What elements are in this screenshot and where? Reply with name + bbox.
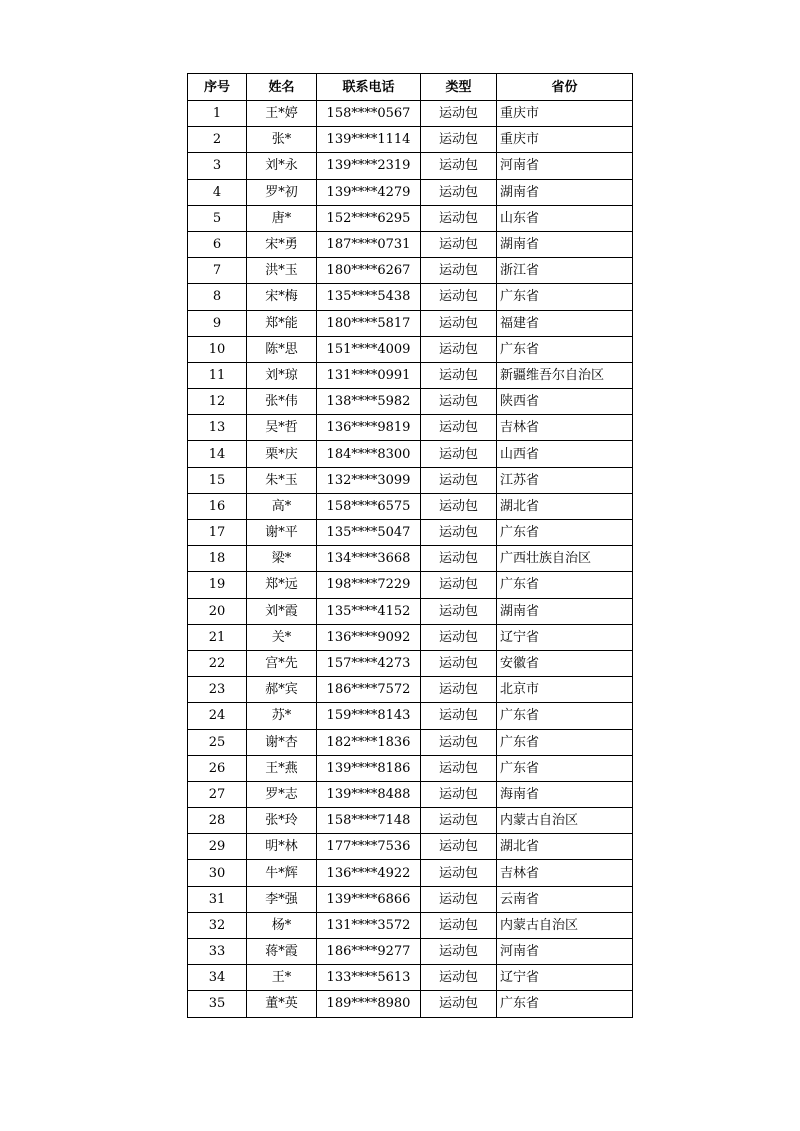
- table-row: [188, 650, 633, 676]
- cell-province: 广东省: [497, 572, 633, 598]
- table-row: [188, 310, 633, 336]
- cell-name: 唐*: [247, 205, 317, 231]
- cell-type: 运动包: [421, 860, 497, 886]
- cell-index: 26: [188, 755, 247, 781]
- cell-index: 32: [188, 912, 247, 938]
- header-phone: 联系电话: [317, 74, 421, 101]
- cell-province: 河南省: [497, 939, 633, 965]
- cell-index: 14: [188, 441, 247, 467]
- cell-type: 运动包: [421, 572, 497, 598]
- table-row: [188, 362, 633, 388]
- cell-name: 梁*: [247, 546, 317, 572]
- cell-type: 运动包: [421, 389, 497, 415]
- cell-index: 8: [188, 284, 247, 310]
- cell-type: 运动包: [421, 127, 497, 153]
- cell-type: 运动包: [421, 467, 497, 493]
- cell-province: 内蒙古自治区: [497, 912, 633, 938]
- cell-phone: 158****6575: [317, 493, 421, 519]
- cell-phone: 139****4279: [317, 179, 421, 205]
- cell-type: 运动包: [421, 336, 497, 362]
- cell-type: 运动包: [421, 677, 497, 703]
- cell-name: 王*婷: [247, 101, 317, 127]
- cell-province: 广东省: [497, 991, 633, 1017]
- cell-index: 7: [188, 258, 247, 284]
- cell-index: 2: [188, 127, 247, 153]
- cell-type: 运动包: [421, 991, 497, 1017]
- table-row: [188, 939, 633, 965]
- cell-phone: 157****4273: [317, 650, 421, 676]
- cell-name: 蒋*霞: [247, 939, 317, 965]
- cell-name: 栗*庆: [247, 441, 317, 467]
- cell-province: 云南省: [497, 886, 633, 912]
- cell-type: 运动包: [421, 939, 497, 965]
- cell-index: 3: [188, 153, 247, 179]
- cell-phone: 131****3572: [317, 912, 421, 938]
- cell-name: 宋*勇: [247, 231, 317, 257]
- cell-name: 郑*能: [247, 310, 317, 336]
- cell-index: 15: [188, 467, 247, 493]
- table-row: [188, 205, 633, 231]
- cell-index: 34: [188, 965, 247, 991]
- cell-province: 广东省: [497, 284, 633, 310]
- header-index: 序号: [188, 74, 247, 101]
- cell-index: 9: [188, 310, 247, 336]
- cell-index: 17: [188, 520, 247, 546]
- cell-name: 郝*宾: [247, 677, 317, 703]
- cell-type: 运动包: [421, 520, 497, 546]
- contact-table: [187, 73, 633, 1018]
- cell-province: 陕西省: [497, 389, 633, 415]
- cell-phone: 136****9092: [317, 624, 421, 650]
- cell-province: 重庆市: [497, 101, 633, 127]
- cell-name: 朱*玉: [247, 467, 317, 493]
- cell-name: 张*: [247, 127, 317, 153]
- table-row: [188, 258, 633, 284]
- cell-type: 运动包: [421, 781, 497, 807]
- cell-type: 运动包: [421, 965, 497, 991]
- cell-name: 谢*杏: [247, 729, 317, 755]
- cell-phone: 135****5047: [317, 520, 421, 546]
- cell-type: 运动包: [421, 362, 497, 388]
- table-body: [188, 101, 633, 1018]
- table-row: [188, 755, 633, 781]
- cell-type: 运动包: [421, 205, 497, 231]
- cell-province: 北京市: [497, 677, 633, 703]
- cell-name: 高*: [247, 493, 317, 519]
- cell-province: 广东省: [497, 729, 633, 755]
- cell-name: 罗*初: [247, 179, 317, 205]
- cell-phone: 138****5982: [317, 389, 421, 415]
- cell-province: 广东省: [497, 703, 633, 729]
- cell-phone: 132****3099: [317, 467, 421, 493]
- cell-type: 运动包: [421, 703, 497, 729]
- cell-phone: 159****8143: [317, 703, 421, 729]
- cell-index: 31: [188, 886, 247, 912]
- table-row: [188, 441, 633, 467]
- cell-phone: 180****5817: [317, 310, 421, 336]
- cell-province: 浙江省: [497, 258, 633, 284]
- table-row: [188, 101, 633, 127]
- table-row: [188, 467, 633, 493]
- cell-type: 运动包: [421, 729, 497, 755]
- cell-index: 10: [188, 336, 247, 362]
- cell-phone: 182****1836: [317, 729, 421, 755]
- cell-province: 广东省: [497, 520, 633, 546]
- cell-province: 辽宁省: [497, 965, 633, 991]
- cell-province: 安徽省: [497, 650, 633, 676]
- cell-name: 王*: [247, 965, 317, 991]
- cell-province: 广东省: [497, 755, 633, 781]
- cell-name: 吴*哲: [247, 415, 317, 441]
- cell-type: 运动包: [421, 624, 497, 650]
- cell-province: 湖北省: [497, 493, 633, 519]
- cell-type: 运动包: [421, 310, 497, 336]
- cell-name: 刘*永: [247, 153, 317, 179]
- cell-type: 运动包: [421, 231, 497, 257]
- cell-name: 张*玲: [247, 808, 317, 834]
- table-row: [188, 677, 633, 703]
- cell-phone: 139****6866: [317, 886, 421, 912]
- cell-name: 郑*远: [247, 572, 317, 598]
- table-row: [188, 781, 633, 807]
- table-row: [188, 231, 633, 257]
- cell-phone: 134****3668: [317, 546, 421, 572]
- cell-phone: 139****1114: [317, 127, 421, 153]
- table-row: [188, 598, 633, 624]
- cell-index: 11: [188, 362, 247, 388]
- cell-index: 21: [188, 624, 247, 650]
- cell-type: 运动包: [421, 258, 497, 284]
- cell-type: 运动包: [421, 598, 497, 624]
- cell-index: 27: [188, 781, 247, 807]
- cell-phone: 187****0731: [317, 231, 421, 257]
- cell-index: 29: [188, 834, 247, 860]
- cell-type: 运动包: [421, 808, 497, 834]
- cell-index: 16: [188, 493, 247, 519]
- cell-index: 18: [188, 546, 247, 572]
- cell-name: 宋*梅: [247, 284, 317, 310]
- cell-phone: 184****8300: [317, 441, 421, 467]
- cell-index: 4: [188, 179, 247, 205]
- table-row: [188, 179, 633, 205]
- table-row: [188, 336, 633, 362]
- table-row: [188, 886, 633, 912]
- header-province: 省份: [497, 74, 633, 101]
- cell-name: 陈*思: [247, 336, 317, 362]
- table-row: [188, 493, 633, 519]
- header-name: 姓名: [247, 74, 317, 101]
- table-row: [188, 991, 633, 1017]
- cell-province: 山东省: [497, 205, 633, 231]
- cell-province: 河南省: [497, 153, 633, 179]
- cell-index: 23: [188, 677, 247, 703]
- cell-index: 20: [188, 598, 247, 624]
- cell-phone: 136****9819: [317, 415, 421, 441]
- cell-name: 谢*平: [247, 520, 317, 546]
- cell-province: 湖北省: [497, 834, 633, 860]
- cell-province: 湖南省: [497, 179, 633, 205]
- cell-province: 重庆市: [497, 127, 633, 153]
- table-row: [188, 912, 633, 938]
- cell-province: 湖南省: [497, 231, 633, 257]
- cell-index: 28: [188, 808, 247, 834]
- cell-province: 吉林省: [497, 860, 633, 886]
- cell-index: 6: [188, 231, 247, 257]
- cell-index: 5: [188, 205, 247, 231]
- cell-phone: 139****2319: [317, 153, 421, 179]
- table-row: [188, 153, 633, 179]
- table-row: [188, 415, 633, 441]
- cell-province: 湖南省: [497, 598, 633, 624]
- cell-index: 12: [188, 389, 247, 415]
- cell-name: 关*: [247, 624, 317, 650]
- cell-name: 宫*先: [247, 650, 317, 676]
- cell-phone: 139****8488: [317, 781, 421, 807]
- cell-index: 33: [188, 939, 247, 965]
- table-row: [188, 127, 633, 153]
- cell-province: 福建省: [497, 310, 633, 336]
- cell-type: 运动包: [421, 650, 497, 676]
- cell-type: 运动包: [421, 834, 497, 860]
- cell-province: 辽宁省: [497, 624, 633, 650]
- cell-index: 24: [188, 703, 247, 729]
- cell-type: 运动包: [421, 546, 497, 572]
- header-type: 类型: [421, 74, 497, 101]
- cell-name: 王*燕: [247, 755, 317, 781]
- cell-province: 内蒙古自治区: [497, 808, 633, 834]
- table-row: [188, 389, 633, 415]
- table-row: [188, 808, 633, 834]
- cell-name: 刘*琼: [247, 362, 317, 388]
- cell-phone: 189****8980: [317, 991, 421, 1017]
- table-row: [188, 703, 633, 729]
- cell-phone: 152****6295: [317, 205, 421, 231]
- cell-name: 洪*玉: [247, 258, 317, 284]
- cell-phone: 186****9277: [317, 939, 421, 965]
- cell-phone: 158****0567: [317, 101, 421, 127]
- cell-province: 广东省: [497, 336, 633, 362]
- cell-phone: 139****8186: [317, 755, 421, 781]
- cell-phone: 177****7536: [317, 834, 421, 860]
- cell-index: 35: [188, 991, 247, 1017]
- table-row: [188, 546, 633, 572]
- cell-index: 22: [188, 650, 247, 676]
- table-row: [188, 572, 633, 598]
- cell-type: 运动包: [421, 101, 497, 127]
- cell-type: 运动包: [421, 441, 497, 467]
- cell-province: 广西壮族自治区: [497, 546, 633, 572]
- cell-index: 19: [188, 572, 247, 598]
- cell-type: 运动包: [421, 493, 497, 519]
- cell-phone: 186****7572: [317, 677, 421, 703]
- cell-phone: 131****0991: [317, 362, 421, 388]
- cell-phone: 151****4009: [317, 336, 421, 362]
- cell-index: 25: [188, 729, 247, 755]
- table-header: [188, 74, 633, 101]
- table-row: [188, 624, 633, 650]
- cell-name: 刘*霞: [247, 598, 317, 624]
- table-row: [188, 965, 633, 991]
- cell-type: 运动包: [421, 912, 497, 938]
- cell-index: 13: [188, 415, 247, 441]
- cell-province: 山西省: [497, 441, 633, 467]
- cell-name: 杨*: [247, 912, 317, 938]
- cell-name: 张*伟: [247, 389, 317, 415]
- cell-type: 运动包: [421, 153, 497, 179]
- cell-name: 李*强: [247, 886, 317, 912]
- table-row: [188, 860, 633, 886]
- cell-phone: 198****7229: [317, 572, 421, 598]
- cell-phone: 158****7148: [317, 808, 421, 834]
- cell-index: 30: [188, 860, 247, 886]
- cell-name: 牛*辉: [247, 860, 317, 886]
- cell-type: 运动包: [421, 415, 497, 441]
- cell-province: 吉林省: [497, 415, 633, 441]
- table-row: [188, 729, 633, 755]
- cell-type: 运动包: [421, 755, 497, 781]
- cell-phone: 133****5613: [317, 965, 421, 991]
- cell-name: 苏*: [247, 703, 317, 729]
- table-row: [188, 284, 633, 310]
- cell-type: 运动包: [421, 886, 497, 912]
- cell-phone: 135****4152: [317, 598, 421, 624]
- cell-type: 运动包: [421, 179, 497, 205]
- cell-phone: 135****5438: [317, 284, 421, 310]
- cell-name: 罗*志: [247, 781, 317, 807]
- cell-province: 海南省: [497, 781, 633, 807]
- table-row: [188, 520, 633, 546]
- cell-index: 1: [188, 101, 247, 127]
- cell-province: 江苏省: [497, 467, 633, 493]
- cell-name: 明*林: [247, 834, 317, 860]
- cell-phone: 180****6267: [317, 258, 421, 284]
- header-row: [188, 74, 633, 101]
- cell-province: 新疆维吾尔自治区: [497, 362, 633, 388]
- cell-name: 董*英: [247, 991, 317, 1017]
- cell-phone: 136****4922: [317, 860, 421, 886]
- table-row: [188, 834, 633, 860]
- cell-type: 运动包: [421, 284, 497, 310]
